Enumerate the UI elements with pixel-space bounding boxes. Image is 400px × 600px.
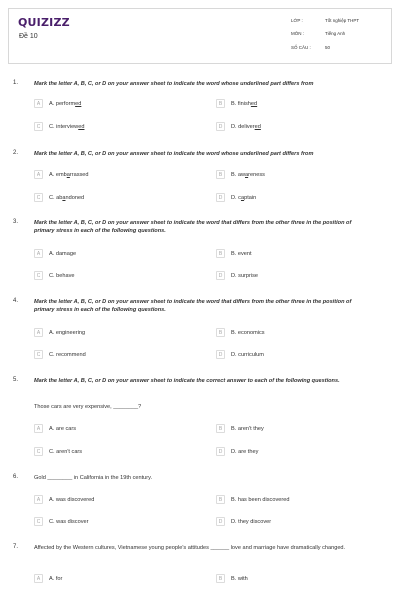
worksheet-header	[8, 8, 392, 64]
option-d[interactable]	[216, 446, 258, 457]
option-c[interactable]	[34, 349, 86, 360]
question-number: 3.	[13, 219, 19, 225]
option-text: C. behave	[49, 272, 75, 279]
subject-row	[291, 31, 345, 36]
option-text: B. finished	[231, 100, 258, 107]
option-text: D. delivered	[231, 123, 261, 130]
option-text: B. economics	[231, 329, 265, 336]
class-value: Tốt nghiệp THPT	[325, 18, 360, 23]
option-letter-badge: B	[216, 424, 225, 433]
question-stem: Those cars are very expensive, ________?	[34, 404, 142, 410]
option-d[interactable]	[216, 270, 258, 281]
option-a[interactable]	[34, 98, 81, 109]
option-c[interactable]	[34, 192, 84, 203]
option-text: C. aren't cars	[49, 448, 83, 455]
option-letter-badge: B	[216, 99, 225, 108]
option-letter-badge: D	[216, 517, 225, 526]
option-text: D. they discover	[231, 518, 272, 525]
option-text: C. was discover	[49, 518, 89, 525]
option-letter-badge: A	[34, 170, 43, 179]
option-text: B. aren't they	[231, 425, 264, 432]
class-row	[291, 18, 359, 23]
option-b[interactable]	[216, 169, 265, 180]
question-count-value: 50	[325, 45, 331, 50]
document-title: Đề 10	[19, 33, 38, 40]
question-count-row	[291, 45, 330, 50]
option-letter-badge: D	[216, 350, 225, 359]
option-a[interactable]	[34, 169, 89, 180]
option-c[interactable]	[34, 121, 84, 132]
option-b[interactable]	[216, 327, 265, 338]
option-b[interactable]	[216, 98, 257, 109]
class-label: LỚP :	[291, 18, 303, 23]
option-text: D. curriculum	[231, 351, 264, 358]
question-prompt: Mark the letter A, B, C, or D on your answer sheet to indicate the word whose underlined part differs from	[34, 151, 314, 157]
option-letter-badge: B	[216, 574, 225, 583]
option-letter-badge: C	[34, 447, 43, 456]
option-letter-badge: C	[34, 517, 43, 526]
question-count-label: SỐ CÂU :	[291, 45, 311, 50]
option-a[interactable]	[34, 494, 94, 505]
option-letter-badge: A	[34, 574, 43, 583]
option-a[interactable]	[34, 573, 62, 584]
option-text: A. embarrassed	[49, 171, 89, 178]
option-a[interactable]	[34, 327, 85, 338]
option-letter-badge: A	[34, 99, 43, 108]
option-text: B. awareness	[231, 171, 265, 178]
option-c[interactable]	[34, 446, 82, 457]
option-text: A. damage	[49, 250, 77, 257]
option-text: B. event	[231, 250, 252, 257]
subject-label: MÔN :	[291, 31, 304, 36]
option-letter-badge: D	[216, 193, 225, 202]
question-prompt: Mark the letter A, B, C, or D on your answer sheet to indicate the word that differs from the other three in the position of primary stress in each of the following questions.	[34, 299, 352, 313]
option-d[interactable]	[216, 349, 264, 360]
option-letter-badge: B	[216, 328, 225, 337]
question-number: 2.	[13, 150, 19, 156]
option-letter-badge: D	[216, 271, 225, 280]
question-number: 7.	[13, 544, 19, 550]
question-prompt: Affected by the Western cultures, Vietnamese young people's attitudes ______ love and marriage have dramatically changed.	[34, 545, 346, 551]
option-d[interactable]	[216, 192, 256, 203]
option-letter-badge: A	[34, 424, 43, 433]
option-b[interactable]	[216, 423, 264, 434]
option-text: A. for	[49, 575, 63, 582]
option-text: D. surprise	[231, 272, 259, 279]
option-letter-badge: D	[216, 447, 225, 456]
option-letter-badge: C	[34, 271, 43, 280]
question-number: 1.	[13, 80, 19, 86]
subject-value: Tiếng Anh	[325, 31, 346, 36]
option-a[interactable]	[34, 248, 76, 259]
option-letter-badge: C	[34, 122, 43, 131]
option-b[interactable]	[216, 494, 289, 505]
question-number: 5.	[13, 377, 19, 383]
option-letter-badge: B	[216, 249, 225, 258]
option-text: D. captain	[231, 194, 257, 201]
option-letter-badge: A	[34, 328, 43, 337]
option-b[interactable]	[216, 573, 248, 584]
option-d[interactable]	[216, 516, 271, 527]
option-letter-badge: A	[34, 495, 43, 504]
option-text: B. has been discovered	[231, 496, 290, 503]
question-prompt: Mark the letter A, B, C, or D on your answer sheet to indicate the word that differs from the other three in the position of primary stress in each of the following questions.	[34, 220, 352, 234]
quizizz-logo: QUIZIZZ	[18, 16, 70, 29]
option-d[interactable]	[216, 121, 261, 132]
option-c[interactable]	[34, 516, 88, 527]
question-number: 6.	[13, 474, 19, 480]
option-text: C. interviewed	[49, 123, 85, 130]
question-prompt: Mark the letter A, B, C, or D on your answer sheet to indicate the correct answer to each of the following questions.	[34, 378, 340, 384]
option-c[interactable]	[34, 270, 75, 281]
option-letter-badge: B	[216, 495, 225, 504]
option-text: A. engineering	[49, 329, 86, 336]
option-a[interactable]	[34, 423, 76, 434]
option-letter-badge: C	[34, 350, 43, 359]
option-letter-badge: C	[34, 193, 43, 202]
option-text: D. are they	[231, 448, 259, 455]
question-prompt: Mark the letter A, B, C, or D on your answer sheet to indicate the word whose underlined part differs from	[34, 81, 314, 87]
option-letter-badge: A	[34, 249, 43, 258]
option-text: A. are cars	[49, 425, 77, 432]
option-b[interactable]	[216, 248, 252, 259]
question-number: 4.	[13, 298, 19, 304]
option-text: C. recommend	[49, 351, 86, 358]
question-prompt: Gold ________ in California in the 19th century.	[34, 475, 153, 481]
option-letter-badge: B	[216, 170, 225, 179]
option-text: B. with	[231, 575, 248, 582]
option-text: A. was discovered	[49, 496, 95, 503]
option-text: A. performed	[49, 100, 82, 107]
option-letter-badge: D	[216, 122, 225, 131]
option-text: C. abandoned	[49, 194, 85, 201]
